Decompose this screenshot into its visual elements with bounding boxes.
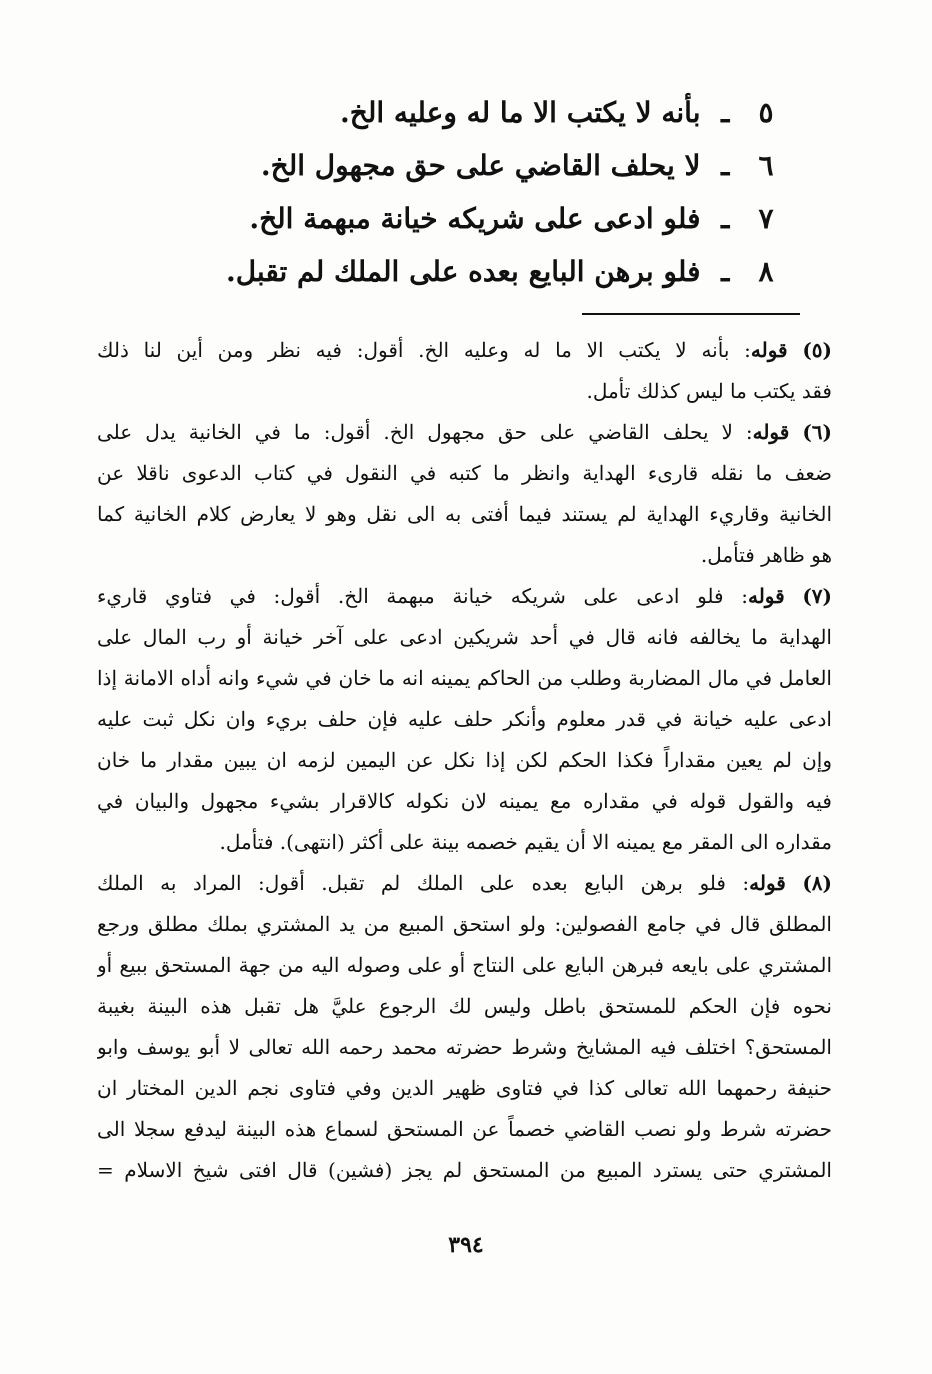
note-line: الخانية وقاريء الهداية لم يستند فيما أفتى به الى نقل وهو لا يعارض كلام الخانية كما xyxy=(97,502,832,526)
item-dash: ـ xyxy=(721,202,730,235)
note-line xyxy=(97,330,832,371)
item-number: ٧ xyxy=(758,202,774,235)
item-text: لا يحلف القاضي على حق مجهول الخ. xyxy=(260,149,701,182)
note-line: حنيفة رحمهما الله تعالى كذا في فتاوى ظهير الدين وفي فتاوى نجم الدين المختار ان xyxy=(97,1076,832,1100)
item-dash: ـ xyxy=(721,255,730,288)
note-ref: (٥) xyxy=(802,338,832,362)
item-number: ٨ xyxy=(758,255,774,288)
note-label: قوله xyxy=(752,420,790,444)
note-label: قوله xyxy=(747,584,785,608)
item-number: ٥ xyxy=(758,96,774,129)
note-line: هو ظاهر فتأمل. xyxy=(700,543,832,567)
note-line: المستحق؟ اختلف فيه المشايخ وشرط حضرته محمد رحمه الله تعالى لا أبو يوسف وابو xyxy=(97,1035,832,1059)
list-item xyxy=(182,139,782,192)
note-line: ضعف ما نقله قارىء الهداية وانظر ما كتبه في النقول في كتاب الدعوى ناقلا عن xyxy=(97,461,832,485)
note-ref: (٨) xyxy=(802,871,832,895)
page-number: ٣٩٤ xyxy=(448,1232,484,1258)
item-dash: ـ xyxy=(721,149,730,182)
note-line xyxy=(97,412,832,453)
item-text: بأنه لا يكتب الا ما له وعليه الخ. xyxy=(340,96,701,129)
note-text: : لا يحلف القاضي على حق مجهول الخ. أقول: ما في الخانية يدل على xyxy=(97,420,753,444)
note-line: الهداية ما يخالفه فانه قال في أحد شريكين ادعى على آخر خيانة أو رب المال على xyxy=(97,625,832,649)
note-line: حضرته شرط ولو نصب القاضي خصماً عن المستحق لسماع هذه البينة ليدفع سجلا الى xyxy=(97,1117,832,1141)
item-text: فلو ادعى على شريكه خيانة مبهمة الخ. xyxy=(249,202,701,235)
commentary-notes xyxy=(97,330,832,1191)
note-text: : فلو برهن البايع بعده على الملك لم تقبل. أقول: المراد به الملك xyxy=(97,871,750,895)
note-line: فقد يكتب ما ليس كذلك تأمل. xyxy=(586,379,832,403)
note-line: العامل في مال المضاربة وطلب من الحاكم يمينه انه ما خان في شيء وانه أداه الامانة إذا xyxy=(97,666,832,690)
note-ref: (٧) xyxy=(802,584,832,608)
item-text: فلو برهن البايع بعده على الملك لم تقبل. xyxy=(225,255,701,288)
note-8 xyxy=(97,863,832,1191)
note-line: فيه والقول قوله في مقداره مع يمينه لان نكوله كالاقرار بشيء مجهول والبيان في xyxy=(97,789,832,813)
note-label: قوله xyxy=(749,871,786,895)
note-line: المشتري على بايعه فبرهن البايع على النتاج أو على وصوله اليه من جهة المستحق ببيع أو xyxy=(97,953,832,977)
note-line xyxy=(97,863,832,904)
footnote-divider xyxy=(582,313,800,315)
main-text-list xyxy=(182,86,782,298)
note-line: نحوه فإن الحكم للمستحق باطل وليس لك الرجوع عليَّ هل تقبل هذه البينة بغيبة xyxy=(97,994,832,1018)
note-label: قوله xyxy=(750,338,788,362)
list-item xyxy=(182,86,782,139)
note-line: المطلق قال في جامع الفصولين: ولو استحق المبيع من يد المشتري بملك مطلق ورجع xyxy=(97,912,832,936)
note-line xyxy=(97,576,832,617)
note-line: المشتري حتى يسترد المبيع من المستحق لم يجز (فشين) قال افتى شيخ الاسلام = xyxy=(97,1158,832,1182)
note-text: : بأنه لا يكتب الا ما له وعليه الخ. أقول: فيه نظر ومن أين لنا ذلك xyxy=(97,338,751,362)
note-line: ادعى عليه خيانة في قدر معلوم وأنكر حلف عليه فإن حلف بريء وان نكل ثبت عليه xyxy=(97,707,832,731)
note-line: مقداره الى المقر مع يمينه الا أن يقيم خصمه بينة على أكثر (انتهى). فتأمل. xyxy=(219,830,832,854)
note-line: وإن لم يعين مقداراً فكذا الحكم لكن إذا نكل عن اليمين لزمه ان يبين مقدار ما خان xyxy=(97,748,832,772)
note-5 xyxy=(97,330,832,412)
list-item xyxy=(182,245,782,298)
list-item xyxy=(182,192,782,245)
note-ref: (٦) xyxy=(802,420,832,444)
note-7 xyxy=(97,576,832,863)
note-6 xyxy=(97,412,832,576)
item-dash: ـ xyxy=(721,96,730,129)
item-number: ٦ xyxy=(758,149,774,182)
note-text: : فلو ادعى على شريكه خيانة مبهمة الخ. أقول: في فتاوي قاريء xyxy=(97,584,748,608)
